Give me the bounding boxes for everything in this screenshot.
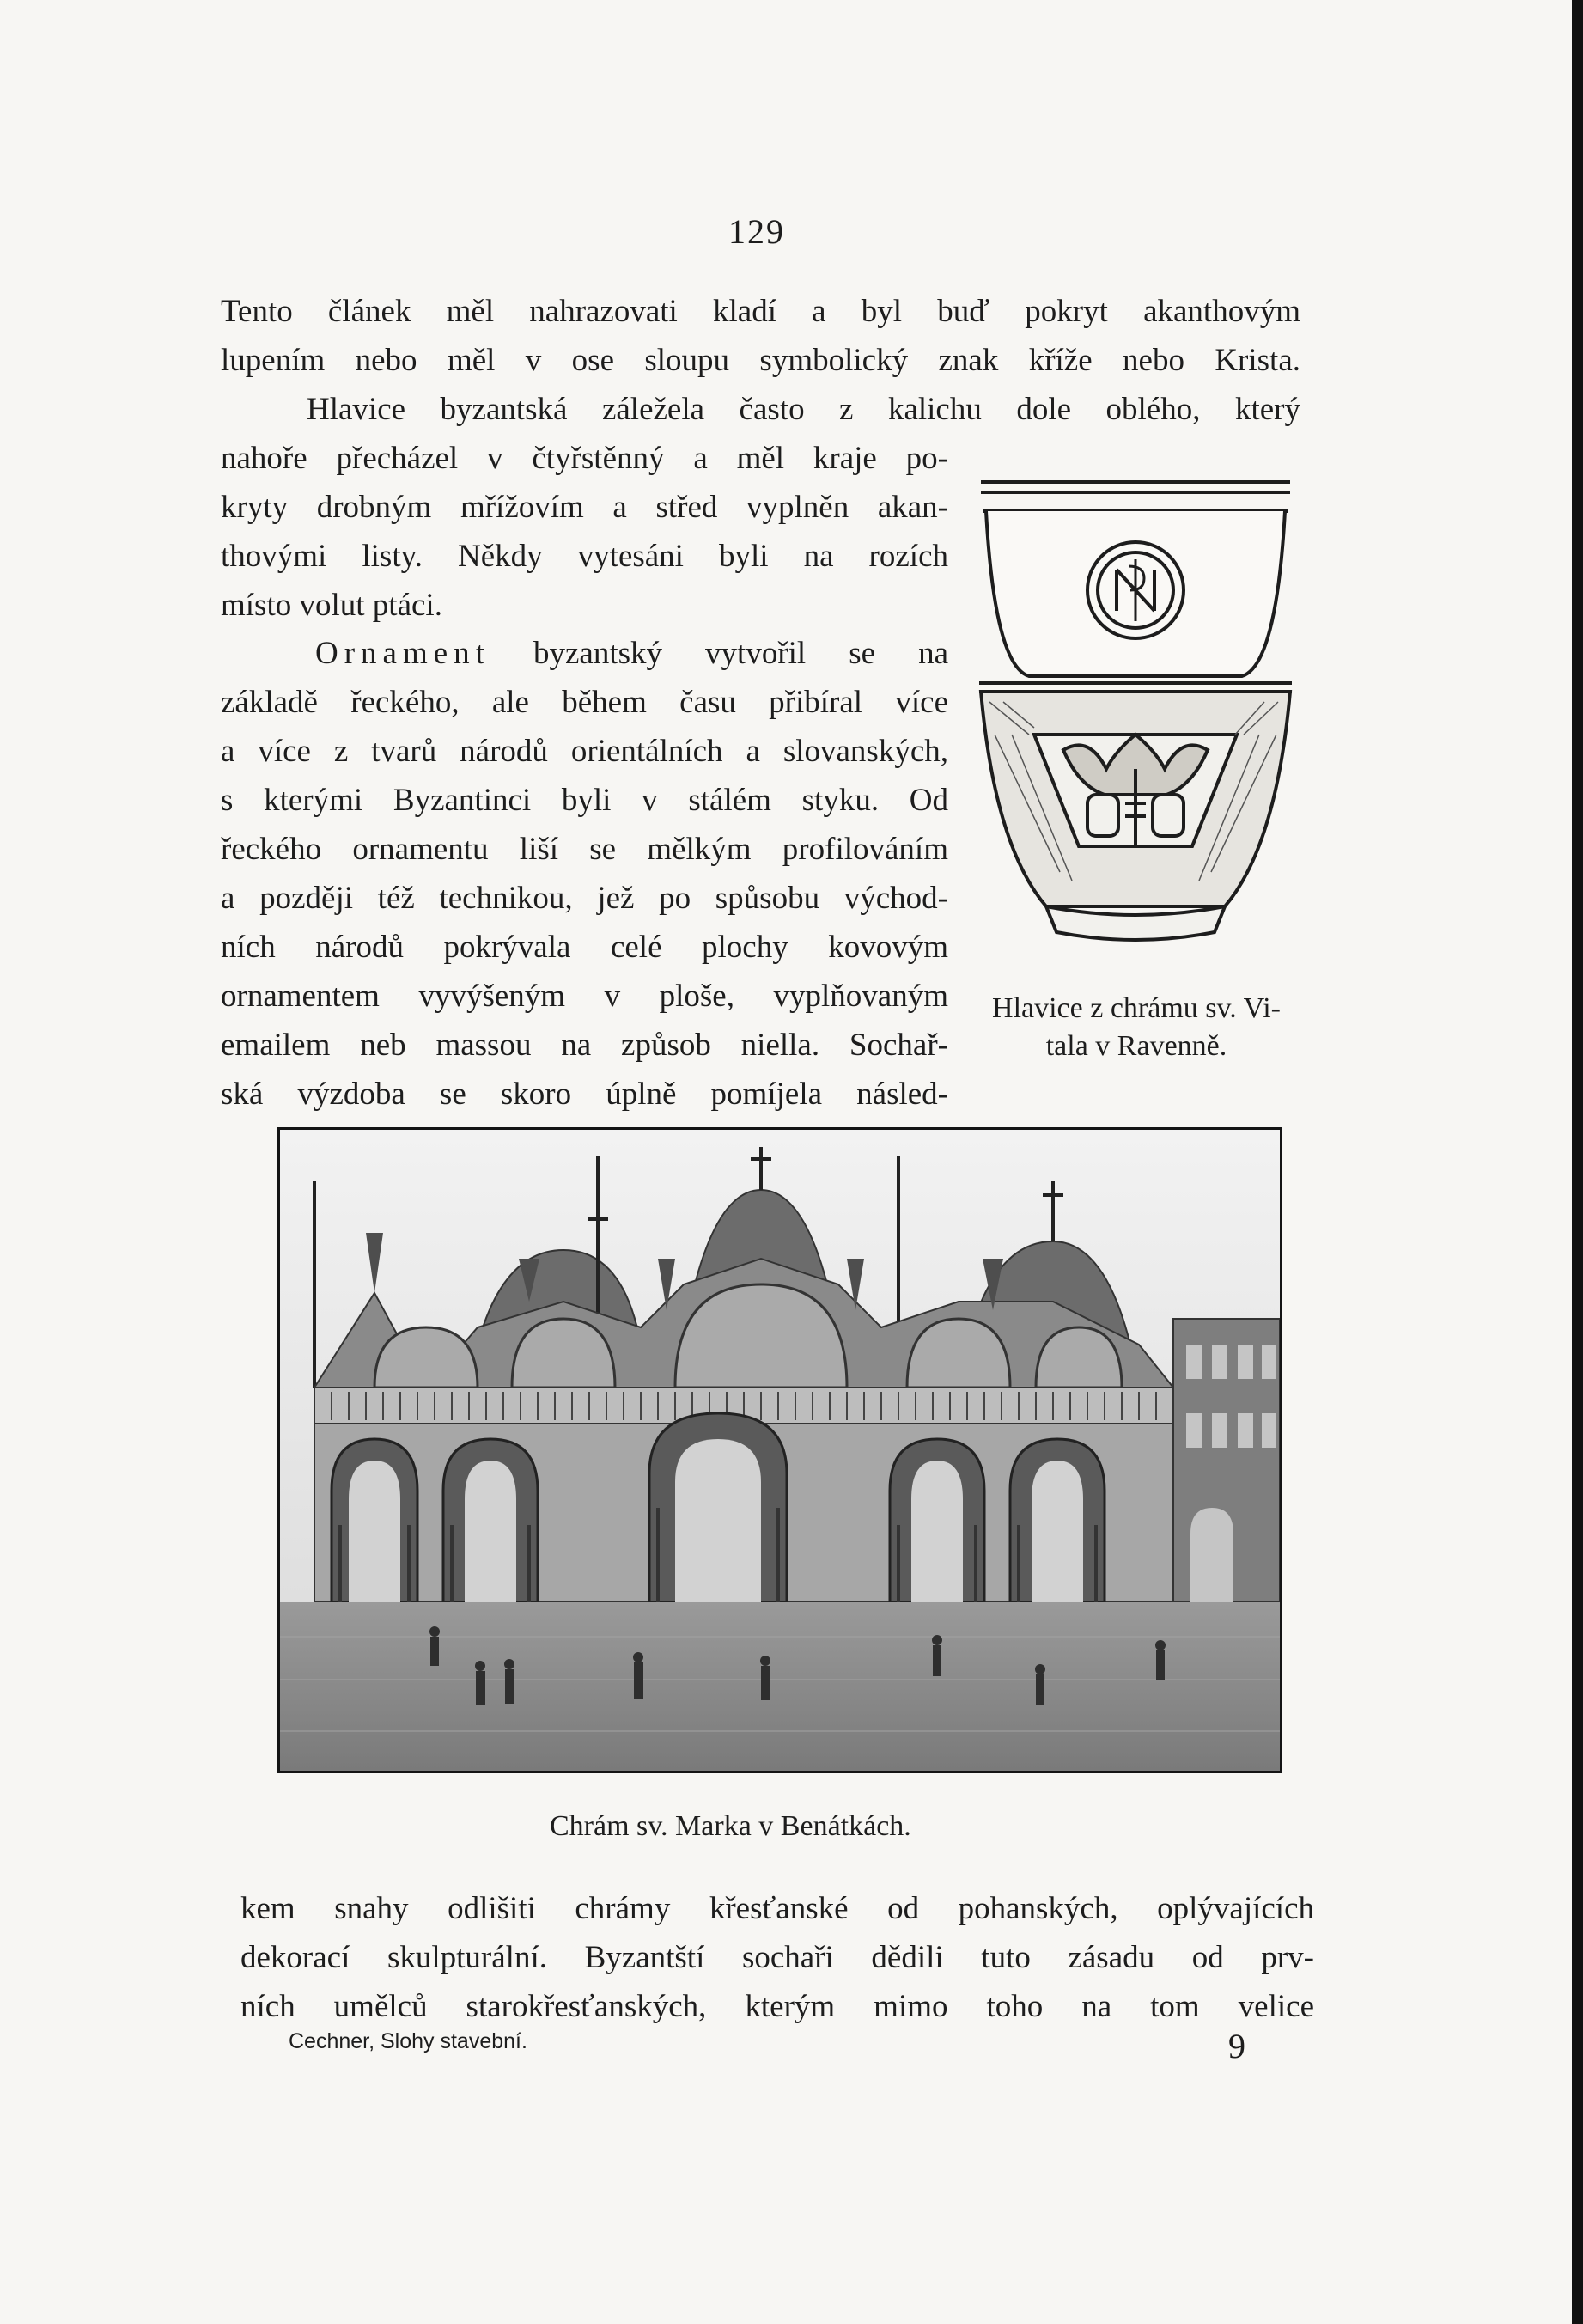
text-line: nahoře přecházel v čtyřstěnný a měl kraje po- [221, 441, 948, 476]
paragraph-1 [221, 287, 1300, 385]
basilica-photograph [277, 1127, 1282, 1773]
text-line: ních umělců starokřesťanských, kterým mimo toho na tom velice [240, 1989, 1314, 2024]
paragraph-4 [221, 629, 948, 1119]
text-run: byzantský vytvořil se na [533, 636, 948, 671]
caption-line: Hlavice z chrámu sv. Vi- [992, 992, 1281, 1024]
spaced-lead-word: Ornament [315, 636, 490, 671]
signature-mark: 9 [1228, 2027, 1245, 2065]
basilica-caption: Chrám sv. Marka v Benátkách. [550, 1810, 911, 1842]
capital-caption [960, 990, 1312, 1065]
text-line: základě řeckého, ale během času přibíral více [221, 685, 948, 720]
text-line: a později též technikou, jež po spůsobu východ- [221, 881, 948, 916]
text-line: řeckého ornamentu liší se mělkým profilováním [221, 832, 948, 867]
text-line: kryty drobným mřížovím a střed vyplněn akan- [221, 490, 948, 525]
basilica-drawing [280, 1130, 1280, 1771]
text-line: místo volut ptáci. [221, 588, 442, 623]
text-line: kem snahy odlišiti chrámy křesťanské od pohanských, oplývajících [240, 1891, 1314, 1926]
text-line: lupením nebo měl v ose sloupu symbolický znak kříže nebo Krista. [221, 343, 1300, 378]
capital-illustration [977, 477, 1294, 949]
page-number: 129 [728, 212, 785, 251]
paragraph-3 [221, 434, 948, 630]
text-line: Tento článek měl nahrazovati kladí a byl buď pokryt akanthovým [221, 294, 1300, 329]
text-line: dekorací skulpturální. Byzantští sochaři dědili tuto zásadu od prv- [240, 1940, 1314, 1975]
text-line: thovými listy. Někdy vytesáni byli na rozích [221, 539, 948, 574]
text-line: s kterými Byzantinci byli v stálém styku. Od [221, 783, 948, 818]
text-line: ních národů pokrývala celé plochy kovovým [221, 930, 948, 965]
text-line: ornamentem vyvýšeným v ploše, vyplňovaným [221, 979, 948, 1014]
scan-edge [1572, 0, 1583, 2324]
text-line: ská výzdoba se skoro úplně pomíjela násled- [221, 1077, 948, 1112]
caption-line: tala v Ravenně. [1045, 1030, 1227, 1062]
footer-book-title: Cechner, Slohy stavební. [289, 2029, 527, 2053]
text-line: Hlavice byzantská záležela často z kalichu dole oblého, který [307, 392, 1300, 427]
text-line: a více z tvarů národů orientálních a slovanských, [221, 734, 948, 769]
text-line [221, 629, 948, 678]
paragraph-5 [240, 1884, 1314, 2031]
text-line: emailem neb massou na způsob niella. Sochař- [221, 1028, 948, 1063]
paragraph-2 [221, 385, 1300, 434]
